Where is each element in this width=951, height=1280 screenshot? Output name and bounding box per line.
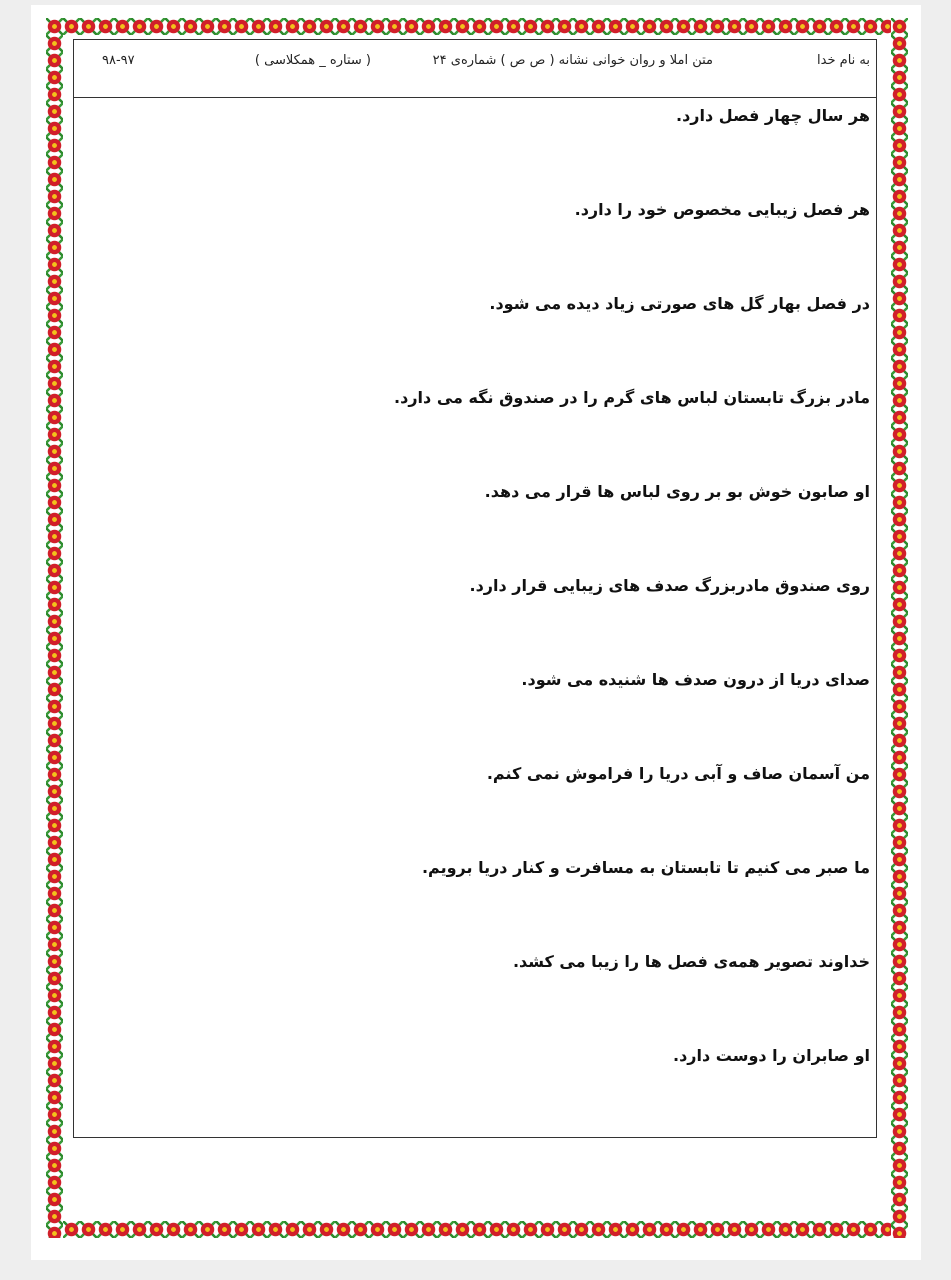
sentence-line: صدای دریا از درون صدف ها شنیده می شود. — [521, 670, 870, 689]
sentence-line: او صابون خوش بو بر روی لباس ها قرار می دهد. — [484, 482, 870, 501]
decorative-border-left — [46, 18, 63, 1238]
school-year: ۹۸-۹۷ — [102, 53, 135, 68]
sentence-line: او صابران را دوست دارد. — [673, 1046, 870, 1065]
decorative-border-right — [891, 18, 908, 1238]
sentence-line: هر سال چهار فصل دارد. — [676, 106, 870, 125]
sentence-line: خداوند تصویر همه‌ی فصل ها را زیبا می کشد. — [512, 952, 870, 971]
sentence-line: در فصل بهار گل های صورتی زیاد دیده می شود. — [489, 294, 870, 313]
worksheet-page — [31, 5, 921, 1260]
author-names: ( ستاره _ همکلاسی ) — [254, 53, 371, 68]
sentence-line: روی صندوق مادربزرگ صدف های زیبایی قرار دارد. — [469, 576, 870, 595]
sentence-line: مادر بزرگ تابستان لباس های گرم را در صندوق نگه می دارد. — [394, 388, 870, 407]
decorative-border-top — [46, 18, 908, 35]
content-frame — [73, 39, 877, 1138]
sentence-line: ما صبر می کنیم تا تابستان به مسافرت و کنار دریا برویم. — [421, 858, 870, 877]
sentence-line: من آسمان صاف و آبی دریا را فراموش نمی کنم. — [486, 764, 870, 783]
sentence-line: هر فصل زیبایی مخصوص خود را دارد. — [574, 200, 870, 219]
worksheet-title: متن املا و روان خوانی نشانه ( ص ص ) شماره‌ی ۲۴ — [432, 53, 713, 68]
header-row — [74, 40, 876, 98]
decorative-border-bottom — [46, 1221, 908, 1238]
basmala-text: به نام خدا — [817, 53, 870, 68]
